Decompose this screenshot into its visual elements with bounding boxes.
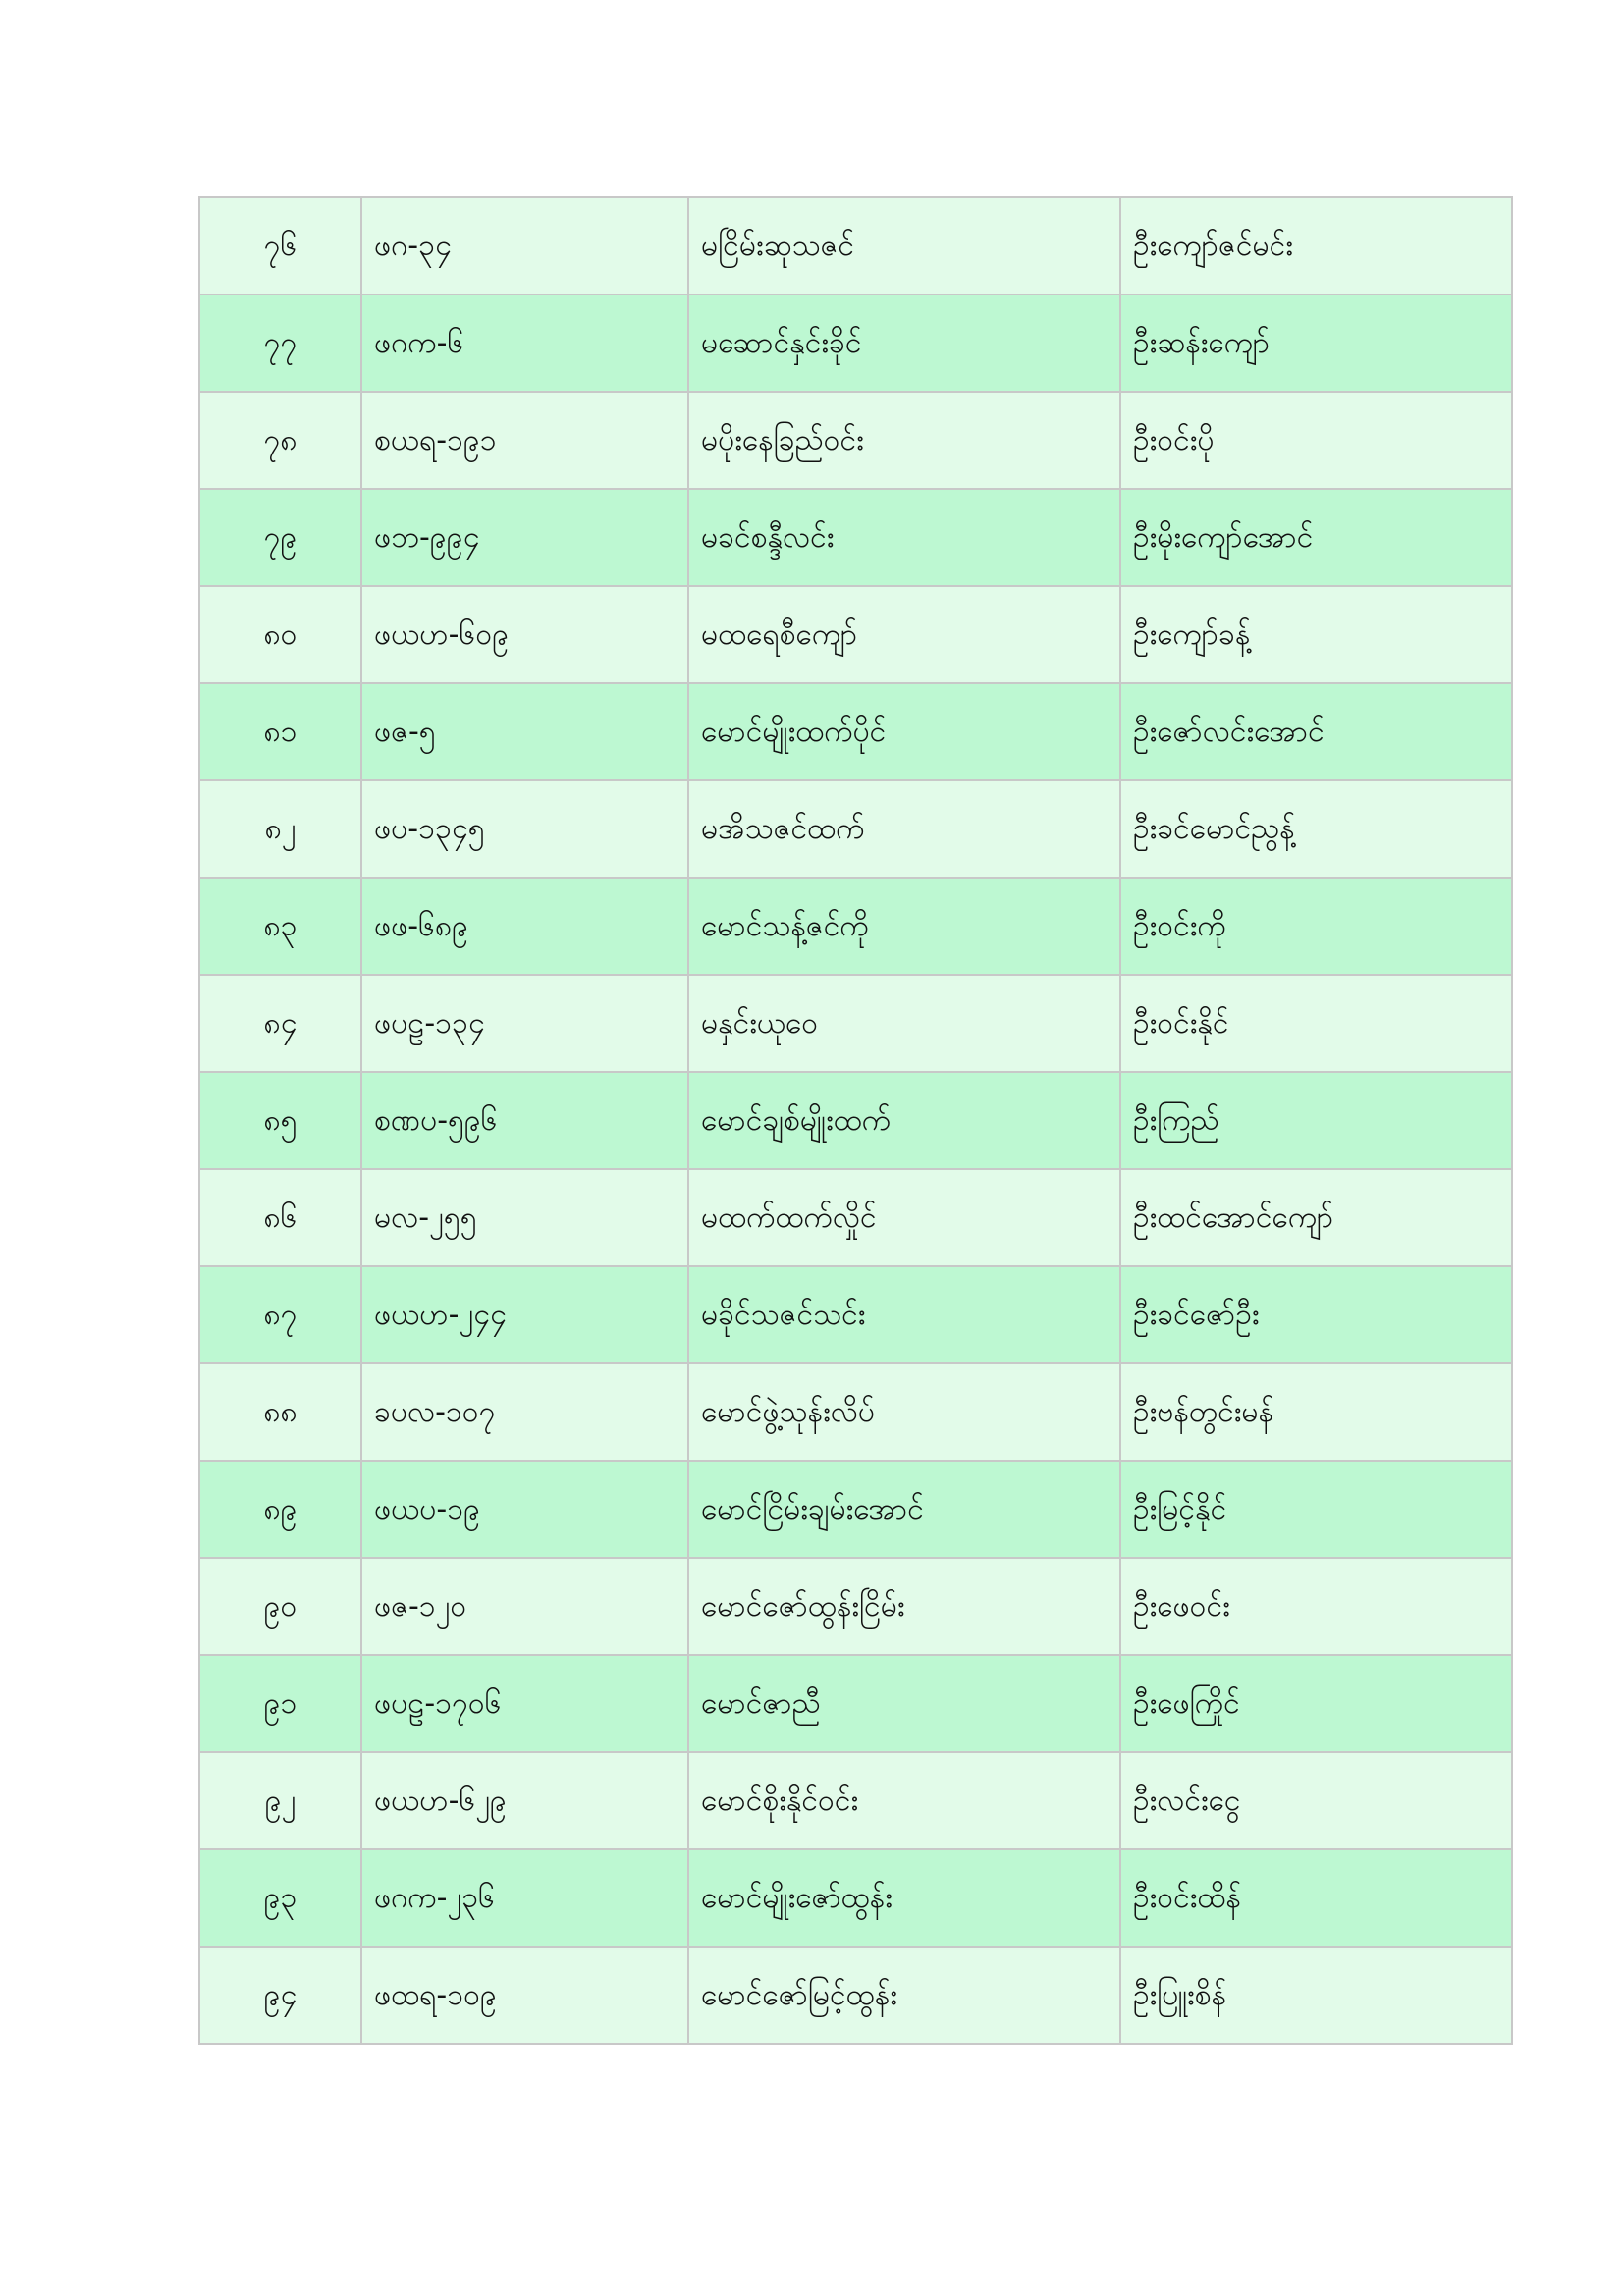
- table-row: [199, 294, 1512, 392]
- father-name: ဦးဝင်းပို: [1120, 392, 1512, 489]
- row-number: ၈၉: [199, 1461, 361, 1558]
- row-number: ၉၄: [199, 1947, 361, 2044]
- registration-id: မလ-၂၅၅: [361, 1169, 688, 1266]
- father-name: ဦးဖေဝင်း: [1120, 1558, 1512, 1655]
- student-name: မထက်ထက်လှိုင်: [688, 1169, 1120, 1266]
- row-number: ၈၆: [199, 1169, 361, 1266]
- row-number: ၇၈: [199, 392, 361, 489]
- student-name: မငြိမ်းဆုသဇင်: [688, 197, 1120, 294]
- student-name: မထရေစီကျော်: [688, 586, 1120, 683]
- registration-id: ခပလ-၁၀၇: [361, 1363, 688, 1461]
- student-name: မောင်သန့်ဇင်ကို: [688, 878, 1120, 975]
- registration-id: ဖဇ-၅: [361, 683, 688, 780]
- student-name: မောင်ဇော်ထွန်းငြိမ်း: [688, 1558, 1120, 1655]
- table-row: [199, 1169, 1512, 1266]
- father-name: ဦးဝင်းနိုင်: [1120, 975, 1512, 1072]
- registration-id: ဖဂက-၂၃၆: [361, 1849, 688, 1947]
- table-row: [199, 1072, 1512, 1169]
- registration-id: ဖထရ-၁၀၉: [361, 1947, 688, 2044]
- table-row: [199, 1947, 1512, 2044]
- registration-id: ဖဖ-၆၈၉: [361, 878, 688, 975]
- registration-id: ဖပ-၁၃၄၅: [361, 780, 688, 878]
- table-row: [199, 197, 1512, 294]
- student-name: မောင်မျိုးထက်ပိုင်: [688, 683, 1120, 780]
- row-number: ၇၇: [199, 294, 361, 392]
- registration-id: စယရ-၁၉၁: [361, 392, 688, 489]
- student-name: မပိုးနေခြည်ဝင်း: [688, 392, 1120, 489]
- student-name: မောင်ဇော်မြင့်ထွန်း: [688, 1947, 1120, 2044]
- father-name: ဦးဗန်တွင်းမန်: [1120, 1363, 1512, 1461]
- student-name: မောင်ဇာညီ: [688, 1655, 1120, 1752]
- registration-id: စဏပ-၅၉၆: [361, 1072, 688, 1169]
- row-number: ၉၀: [199, 1558, 361, 1655]
- student-name: မနှင်းယုဝေ: [688, 975, 1120, 1072]
- table-row: [199, 1752, 1512, 1849]
- student-name: မောင်စိုးနိုင်ဝင်း: [688, 1752, 1120, 1849]
- table-row: [199, 1655, 1512, 1752]
- table-row: [199, 878, 1512, 975]
- father-name: ဦးကျော်ဇင်မင်း: [1120, 197, 1512, 294]
- table-row: [199, 1461, 1512, 1558]
- student-name: မောင်ငြိမ်းချမ်းအောင်: [688, 1461, 1120, 1558]
- student-name: မောင်မျိုးဇော်ထွန်း: [688, 1849, 1120, 1947]
- registration-id: ဖယဟ-၆၂၉: [361, 1752, 688, 1849]
- row-number: ၈၃: [199, 878, 361, 975]
- table-row: [199, 1849, 1512, 1947]
- row-number: ၈၅: [199, 1072, 361, 1169]
- student-name: မောင်ဖွဲ့သုန်းလိပ်: [688, 1363, 1120, 1461]
- registration-id: ဖဂ-၃၄: [361, 197, 688, 294]
- student-name: မခိုင်သဇင်သင်း: [688, 1266, 1120, 1363]
- table-row: [199, 1363, 1512, 1461]
- table-row: [199, 975, 1512, 1072]
- row-number: ၉၃: [199, 1849, 361, 1947]
- student-name: မဆောင်နှင်းခိုင်: [688, 294, 1120, 392]
- father-name: ဦးဝင်းထိန်: [1120, 1849, 1512, 1947]
- row-number: ၈၁: [199, 683, 361, 780]
- father-name: ဦးပြူးစိန်: [1120, 1947, 1512, 2044]
- father-name: ဦးမိုးကျော်အောင်: [1120, 489, 1512, 586]
- father-name: ဦးဖေကြိုင်: [1120, 1655, 1512, 1752]
- father-name: ဦးကြည်: [1120, 1072, 1512, 1169]
- registration-id: ဖယဟ-၆၀၉: [361, 586, 688, 683]
- table-row: [199, 586, 1512, 683]
- registration-id: ဖယပ-၁၉: [361, 1461, 688, 1558]
- row-number: ၈၇: [199, 1266, 361, 1363]
- father-name: ဦးမြင့်နိုင်: [1120, 1461, 1512, 1558]
- row-number: ၇၆: [199, 197, 361, 294]
- row-number: ၇၉: [199, 489, 361, 586]
- table-row: [199, 1558, 1512, 1655]
- father-name: ဦးဝင်းကို: [1120, 878, 1512, 975]
- roster-table-body: [199, 197, 1512, 2044]
- father-name: ဦးခင်မောင်ညွန့်: [1120, 780, 1512, 878]
- table-row: [199, 392, 1512, 489]
- row-number: ၈၀: [199, 586, 361, 683]
- father-name: ဦးဇော်လင်းအောင်: [1120, 683, 1512, 780]
- table-row: [199, 683, 1512, 780]
- student-name: မအိသဇင်ထက်: [688, 780, 1120, 878]
- registration-id: ဖယဟ-၂၄၄: [361, 1266, 688, 1363]
- registration-id: ဖဘ-၉၉၄: [361, 489, 688, 586]
- father-name: ဦးဆန်းကျော်: [1120, 294, 1512, 392]
- registration-id: ဖပဠ-၁၃၄: [361, 975, 688, 1072]
- row-number: ၈၄: [199, 975, 361, 1072]
- roster-table: [198, 196, 1513, 2045]
- registration-id: ဖဇ-၁၂၀: [361, 1558, 688, 1655]
- father-name: ဦးလင်းငွေ: [1120, 1752, 1512, 1849]
- student-name: မခင်စန္ဒီလင်း: [688, 489, 1120, 586]
- father-name: ဦးခင်ဇော်ဦး: [1120, 1266, 1512, 1363]
- father-name: ဦးကျော်ခန့်: [1120, 586, 1512, 683]
- row-number: ၈၈: [199, 1363, 361, 1461]
- student-name: မောင်ချစ်မျိုးထက်: [688, 1072, 1120, 1169]
- registration-id: ဖဂက-၆: [361, 294, 688, 392]
- row-number: ၉၂: [199, 1752, 361, 1849]
- father-name: ဦးထင်အောင်ကျော်: [1120, 1169, 1512, 1266]
- row-number: ၈၂: [199, 780, 361, 878]
- row-number: ၉၁: [199, 1655, 361, 1752]
- table-row: [199, 780, 1512, 878]
- table-row: [199, 489, 1512, 586]
- table-row: [199, 1266, 1512, 1363]
- registration-id: ဖပဠ-၁၇၀၆: [361, 1655, 688, 1752]
